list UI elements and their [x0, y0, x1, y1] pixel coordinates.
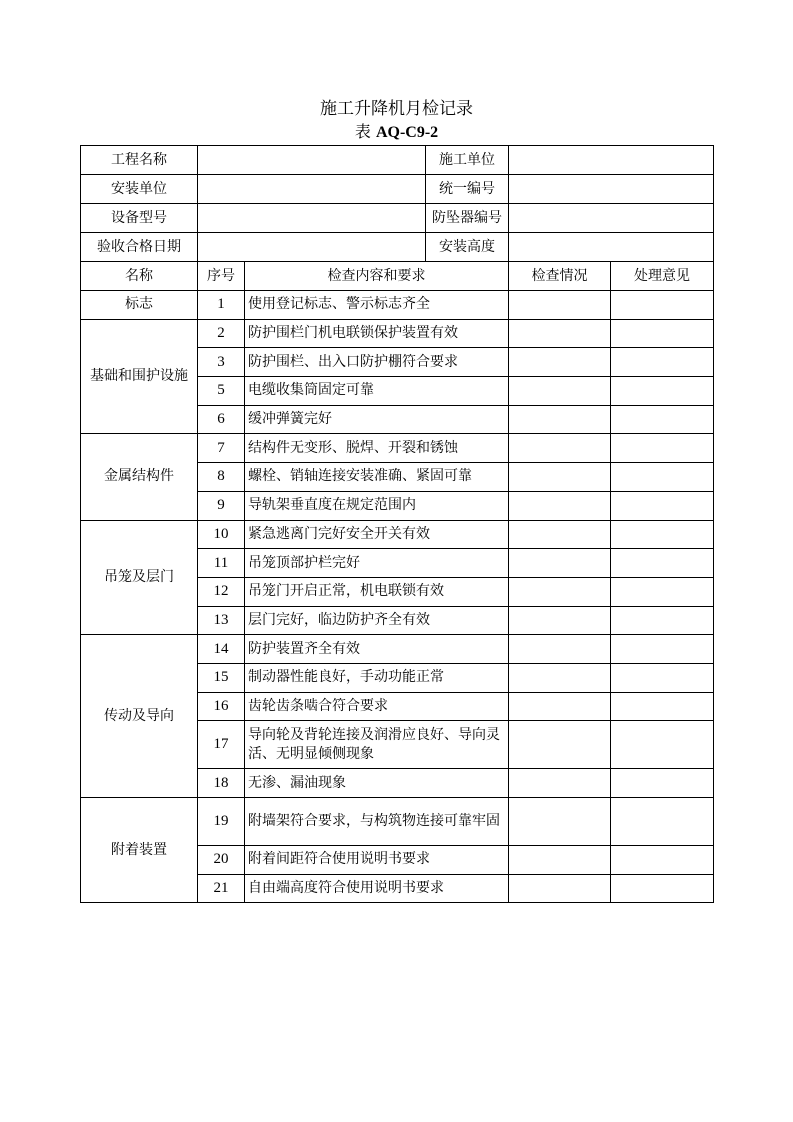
handling-opinion-field[interactable]	[611, 520, 714, 549]
inspection-table	[80, 145, 714, 903]
item-requirement: 附着间距符合使用说明书要求	[245, 846, 509, 875]
check-status-field[interactable]	[509, 798, 611, 846]
item-number: 9	[198, 491, 245, 520]
info-row	[81, 175, 714, 204]
info-row	[81, 146, 714, 175]
item-requirement: 附墙架符合要求，与构筑物连接可靠牢固	[245, 798, 509, 846]
handling-opinion-field[interactable]	[611, 319, 714, 348]
item-requirement: 无渗、漏油现象	[245, 769, 509, 798]
check-status-field[interactable]	[509, 463, 611, 492]
document-title: 施工升降机月检记录	[320, 99, 473, 119]
check-status-field[interactable]	[509, 721, 611, 769]
item-number: 21	[198, 874, 245, 903]
handling-opinion-field[interactable]	[611, 798, 714, 846]
item-number: 16	[198, 692, 245, 721]
info-value-field[interactable]	[198, 233, 426, 262]
group-name: 附着装置	[81, 798, 198, 903]
table-row	[81, 798, 714, 846]
group-name: 标志	[81, 291, 198, 320]
header-name: 名称	[81, 262, 198, 291]
table-row	[81, 520, 714, 549]
group-name: 金属结构件	[81, 434, 198, 520]
item-requirement: 紧急逃离门完好安全开关有效	[245, 520, 509, 549]
header-row	[81, 262, 714, 291]
check-status-field[interactable]	[509, 348, 611, 377]
item-number: 8	[198, 463, 245, 492]
item-number: 11	[198, 549, 245, 578]
handling-opinion-field[interactable]	[611, 463, 714, 492]
item-number: 7	[198, 434, 245, 463]
check-status-field[interactable]	[509, 434, 611, 463]
item-number: 18	[198, 769, 245, 798]
info-value-field[interactable]	[198, 146, 426, 175]
handling-opinion-field[interactable]	[611, 377, 714, 406]
item-number: 5	[198, 377, 245, 406]
info-label: 统一编号	[426, 175, 509, 204]
handling-opinion-field[interactable]	[611, 769, 714, 798]
table-row	[81, 434, 714, 463]
handling-opinion-field[interactable]	[611, 491, 714, 520]
item-number: 17	[198, 721, 245, 769]
item-requirement: 制动器性能良好，手动功能正常	[245, 663, 509, 692]
info-value-field[interactable]	[509, 175, 714, 204]
table-row	[81, 319, 714, 348]
form-code	[0, 121, 793, 144]
info-value-field[interactable]	[509, 233, 714, 262]
info-label: 施工单位	[426, 146, 509, 175]
header-no: 序号	[198, 262, 245, 291]
item-number: 13	[198, 606, 245, 635]
info-row	[81, 233, 714, 262]
header-opinion: 处理意见	[611, 262, 714, 291]
check-status-field[interactable]	[509, 769, 611, 798]
item-requirement: 自由端高度符合使用说明书要求	[245, 874, 509, 903]
check-status-field[interactable]	[509, 405, 611, 434]
handling-opinion-field[interactable]	[611, 405, 714, 434]
handling-opinion-field[interactable]	[611, 692, 714, 721]
table-row	[81, 635, 714, 664]
item-requirement: 防护围栏门机电联锁保护装置有效	[245, 319, 509, 348]
handling-opinion-field[interactable]	[611, 846, 714, 875]
handling-opinion-field[interactable]	[611, 348, 714, 377]
item-number: 1	[198, 291, 245, 320]
handling-opinion-field[interactable]	[611, 721, 714, 769]
info-label: 工程名称	[81, 146, 198, 175]
handling-opinion-field[interactable]	[611, 874, 714, 903]
check-status-field[interactable]	[509, 874, 611, 903]
item-number: 10	[198, 520, 245, 549]
check-status-field[interactable]	[509, 577, 611, 606]
item-requirement: 电缆收集筒固定可靠	[245, 377, 509, 406]
check-status-field[interactable]	[509, 846, 611, 875]
check-status-field[interactable]	[509, 520, 611, 549]
item-number: 2	[198, 319, 245, 348]
item-requirement: 使用登记标志、警示标志齐全	[245, 291, 509, 320]
group-name: 传动及导向	[81, 635, 198, 798]
check-status-field[interactable]	[509, 663, 611, 692]
info-label: 安装单位	[81, 175, 198, 204]
item-requirement: 螺栓、销轴连接安装准确、紧固可靠	[245, 463, 509, 492]
group-name: 基础和围护设施	[81, 319, 198, 434]
item-number: 14	[198, 635, 245, 664]
item-requirement: 防护装置齐全有效	[245, 635, 509, 664]
item-requirement: 吊笼顶部护栏完好	[245, 549, 509, 578]
info-value-field[interactable]	[198, 204, 426, 233]
info-label: 安装高度	[426, 233, 509, 262]
handling-opinion-field[interactable]	[611, 635, 714, 664]
info-label: 验收合格日期	[81, 233, 198, 262]
item-requirement: 吊笼门开启正常，机电联锁有效	[245, 577, 509, 606]
info-label: 防坠器编号	[426, 204, 509, 233]
form-code-value: AQ-C9-2	[375, 124, 439, 141]
check-status-field[interactable]	[509, 692, 611, 721]
header-status: 检查情况	[509, 262, 611, 291]
handling-opinion-field[interactable]	[611, 434, 714, 463]
item-requirement: 导轨架垂直度在规定范围内	[245, 491, 509, 520]
item-number: 12	[198, 577, 245, 606]
item-requirement: 导向轮及背轮连接及润滑应良好、导向灵活、无明显倾侧现象	[245, 721, 509, 769]
handling-opinion-field[interactable]	[611, 577, 714, 606]
handling-opinion-field[interactable]	[611, 291, 714, 320]
info-label: 设备型号	[81, 204, 198, 233]
form-code-prefix: 表	[354, 122, 371, 141]
handling-opinion-field[interactable]	[611, 663, 714, 692]
check-status-field[interactable]	[509, 319, 611, 348]
item-requirement: 层门完好，临边防护齐全有效	[245, 606, 509, 635]
check-status-field[interactable]	[509, 291, 611, 320]
info-value-field[interactable]	[509, 146, 714, 175]
item-requirement: 齿轮齿条啮合符合要求	[245, 692, 509, 721]
info-value-field[interactable]	[198, 175, 426, 204]
check-status-field[interactable]	[509, 549, 611, 578]
item-requirement: 结构件无变形、脱焊、开裂和锈蚀	[245, 434, 509, 463]
handling-opinion-field[interactable]	[611, 606, 714, 635]
item-number: 20	[198, 846, 245, 875]
item-number: 6	[198, 405, 245, 434]
check-status-field[interactable]	[509, 635, 611, 664]
check-status-field[interactable]	[509, 377, 611, 406]
check-status-field[interactable]	[509, 491, 611, 520]
table-row	[81, 291, 714, 320]
item-number: 15	[198, 663, 245, 692]
item-requirement: 防护围栏、出入口防护棚符合要求	[245, 348, 509, 377]
handling-opinion-field[interactable]	[611, 549, 714, 578]
check-status-field[interactable]	[509, 606, 611, 635]
item-requirement: 缓冲弹簧完好	[245, 405, 509, 434]
item-number: 3	[198, 348, 245, 377]
info-value-field[interactable]	[509, 204, 714, 233]
info-row	[81, 204, 714, 233]
group-name: 吊笼及层门	[81, 520, 198, 635]
item-number: 19	[198, 798, 245, 846]
header-content: 检查内容和要求	[245, 262, 509, 291]
